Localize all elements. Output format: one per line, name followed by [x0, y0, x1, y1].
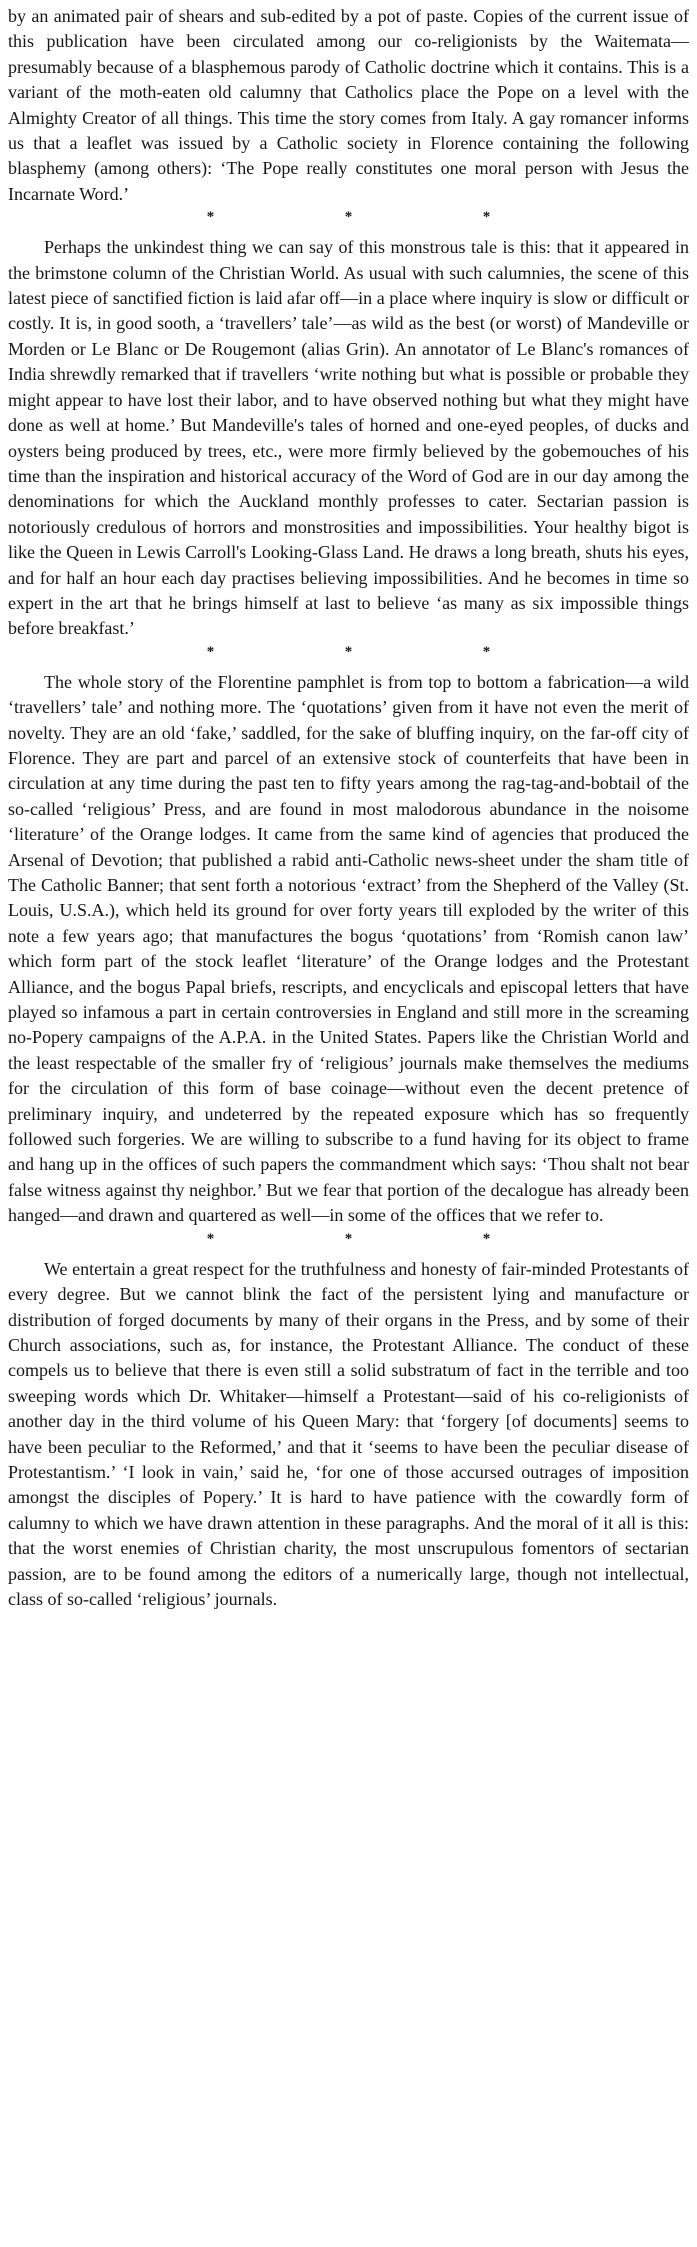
separator-star: * [206, 643, 215, 660]
paragraph-2: Perhaps the unkindest thing we can say of this monstrous tale is this: that it appeared in the brimstone column of the Christian World. As usual with such calumnies, the scene of this latest piece of sanctified fiction is laid afar off—in a place where inquiry is slow or difficult or costly. It is, in good sooth, a ‘travellers’ tale’—as wild as the best (or worst) of Mandeville or Morden or Le Blanc or De Rougemont (alias Grin). An annotator of Le Blanc's romances of India shrewdly remarked that if travellers ‘write nothing but what is possible or probable they might appear to have lost their labor, and to have observed nothing but what they might have done as well at home.’ But Mandeville's tales of horned and one-eyed peoples, of ducks and oysters being produced by trees, etc., were more firmly believed by the gobemouches of his time than the inspiration and historical accuracy of the Word of God are in our day among the denominations for which the Auckland monthly professes to cater. Sectarian passion is notoriously credulous of horrors and monstrosities and impossibilities. Your healthy bigot is like the Queen in Lewis Carroll's Looking-Glass Land. He draws a long breath, shuts his eyes, and for half an hour each day practises believing impossibilities. And he becomes in time so expert in the art that he brings himself at last to believe ‘as many as six impossible things before breakfast.’ [8, 237, 689, 639]
paragraph-3: The whole story of the Florentine pamphlet is from top to bottom a fabrication—a wild ‘travellers’ tale’ and nothing more. The ‘quotations’ given from it have not even the merit of novelty. They are an old ‘fake,’ saddled, for the sake of bluffing inquiry, on the far-off city of Florence. They are part and parcel of an extensive stock of counterfeits that have been in circulation at any time during the past ten to fifty years among the rag-tag-and-bobtail of the so-called ‘religious’ Press, and are found in most malodorous abundance in the noisome ‘literature’ of the Orange lodges. It came from the same kind of agencies that produced the Arsenal of Devotion; that published a rabid anti-Catholic news-sheet under the sham title of The Catholic Banner; that sent forth a notorious ‘extract’ from the Shepherd of the Valley (St. Louis, U.S.A.), which held its ground for over forty years till exploded by the writer of this note a few years ago; that manufactures the bogus ‘quotations’ from ‘Romish canon law’ which form part of the stock leaflet ‘literature’ of the Orange lodges and the Protestant Alliance, and the bogus Papal briefs, rescripts, and encyclicals and episcopal letters that have played so infamous a part in certain controversies in England and still more in the screaming no-Popery campaigns of the A.P.A. in the United States. Papers like the Christian World and the least respectable of the smaller fry of ‘religious’ journals make themselves the mediums for the circulation of this form of base coinage—without even the decent pretence of preliminary inquiry, and undeterred by the repeated exposure which has so frequently followed such forgeries. We are willing to subscribe to a fund having for its object to frame and hang up in the offices of such papers the commandment which says: ‘Thou shalt not bear false witness against thy neighbor.’ But we fear that portion of the decalogue has already been hanged—and drawn and quartered as well—in some of the offices that we refer to. [8, 671, 689, 1226]
paragraph-4: We entertain a great respect for the truthfulness and honesty of fair-minded Protestants of every degree. But we cannot blink the fact of the persistent lying and manufacture or distribution of forged documents by many of their organs in the Press, and by some of their Church associations, such as, for instance, the Protestant Alliance. The conduct of these compels us to believe that there is even still a solid substratum of fact in the terrible and too sweeping words which Dr. Whitaker—himself a Protestant—said of his co-religionists of another day in the third volume of his Queen Mary: that ‘forgery [of documents] seems to have been peculiar to the Reformed,’ and that it ‘seems to have been the peculiar disease of Protestantism.’ ‘I look in vain,’ said he, ‘for one of those accursed outrages of imposition amongst the disciples of Popery.’ It is hard to have patience with the cowardly form of calumny to which we have drawn attention in these paragraphs. And the moral of it all is this: that the worst enemies of Christian charity, the most unscrupulous fomentors of sectarian passion, are to be found among the editors of a numerically large, though not intellectual, class of so-called ‘religious’ journals. [8, 1258, 689, 1609]
separator-star: * [206, 209, 215, 226]
separator-star: * [344, 1230, 353, 1247]
separator-star: * [482, 643, 491, 660]
section-separator-3 [8, 1230, 689, 1248]
separator-star: * [344, 209, 353, 226]
section-separator-2 [8, 643, 689, 661]
separator-star: * [344, 643, 353, 660]
separator-star: * [482, 1230, 491, 1247]
separator-star: * [482, 209, 491, 226]
separator-star: * [206, 1230, 215, 1247]
section-separator-1 [8, 208, 689, 226]
paragraph-1: by an animated pair of shears and sub-edited by a pot of paste. Copies of the current issue of this publication have been circulated among our co-religionists by the Waitemata— presumably because of a blasphemous parody of Catholic doctrine which it contains. This is a variant of the moth-eaten old calumny that Catholics place the Pope on a level with the Almighty Creator of all things. This time the story comes from Italy. A gay romancer informs us that a leaflet was issued by a Catholic society in Florence containing the following blasphemy (among others): ‘The Pope really constitutes one moral person with Jesus the Incarnate Word.’ [8, 6, 689, 204]
